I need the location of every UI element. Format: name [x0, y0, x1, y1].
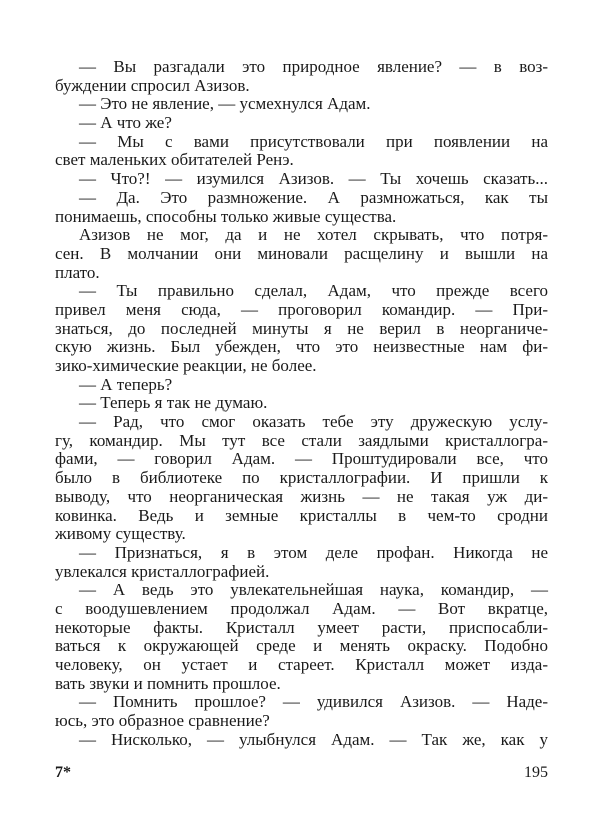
text-line: — Да. Это размножение. А размножаться, как ты: [79, 187, 548, 207]
text-line: — Вы разгадали это природное явление? — в воз-: [79, 57, 548, 76]
text-line: плато.: [55, 262, 100, 282]
text-line: некоторые факты. Кристалл умеет расти, приспосабли-: [55, 617, 548, 637]
text-line: понимаешь, способны только живые существа.: [55, 206, 397, 226]
text-line: — Помнить прошлое? — удивился Азизов. — Наде-: [79, 692, 548, 712]
text-line: выводу, что неорганическая жизнь — не такая уж ди-: [55, 486, 548, 506]
page-body: [55, 58, 548, 749]
text-line: фами, — говорил Адам. — Проштудировали все, что: [55, 449, 548, 469]
text-line: живому существу.: [55, 524, 186, 544]
text-line: вать звуки и помнить прошлое.: [55, 673, 281, 693]
page-number: 195: [524, 764, 548, 781]
text-line: — Ты правильно сделал, Адам, что прежде всего: [79, 281, 548, 301]
text-line: — Это не явление, — усмехнулся Адам.: [79, 94, 371, 114]
signature-mark: 7*: [55, 764, 71, 781]
text-line: Азизов не мог, да и не хотел скрывать, что потря-: [79, 225, 548, 245]
text-line: — А теперь?: [79, 374, 173, 394]
text-line: ковинка. Ведь и земные кристаллы в чем-то сродни: [55, 505, 548, 525]
text-line: — Нисколько, — улыбнулся Адам. — Так же, как у: [79, 729, 548, 749]
text-line: — Что?! — изумился Азизов. — Ты хочешь сказать...: [79, 169, 548, 189]
text-line: — Рад, что смог оказать тебе эту дружескую услу-: [79, 412, 548, 432]
text-line: было в библиотеке по кристаллографии. И пришли к: [55, 468, 548, 488]
text-line: человеку, он устает и стареет. Кристалл может изда-: [55, 655, 548, 674]
text-line: буждении спросил Азизов.: [55, 75, 250, 95]
text-line: — А что же?: [79, 113, 172, 133]
text-line: привел меня сюда, — проговорил командир. — При-: [55, 299, 548, 319]
text-line: — А ведь это увлекательнейшая наука, командир, —: [79, 580, 548, 600]
text-line: увлекался кристаллографией.: [55, 561, 270, 581]
text-line: — Признаться, я в этом деле профан. Никогда не: [79, 542, 548, 562]
text-line: с воодушевлением продолжал Адам. — Вот вкратце,: [55, 598, 548, 618]
text-line: свет маленьких обитателей Ренэ.: [55, 150, 294, 170]
text-line: сен. В молчании они миновали расщелину и вышли на: [55, 243, 548, 263]
text-line: скую жизнь. Был убежден, что это неизвестные нам фи-: [55, 337, 548, 357]
text-line: гу, командир. Мы тут все стали заядлыми кристаллогра-: [55, 430, 548, 450]
text-line: — Мы с вами присутствовали при появлении на: [79, 131, 548, 151]
text-line: зико-химические реакции, не более.: [55, 356, 317, 375]
text-line: юсь, это образное сравнение?: [55, 711, 270, 731]
text-line: — Теперь я так не думаю.: [79, 393, 268, 413]
text-line: ваться к окружающей среде и менять окраску. Подобно: [55, 636, 548, 656]
text-line: знаться, до последней минуты я не верил в неорганиче-: [55, 318, 548, 338]
